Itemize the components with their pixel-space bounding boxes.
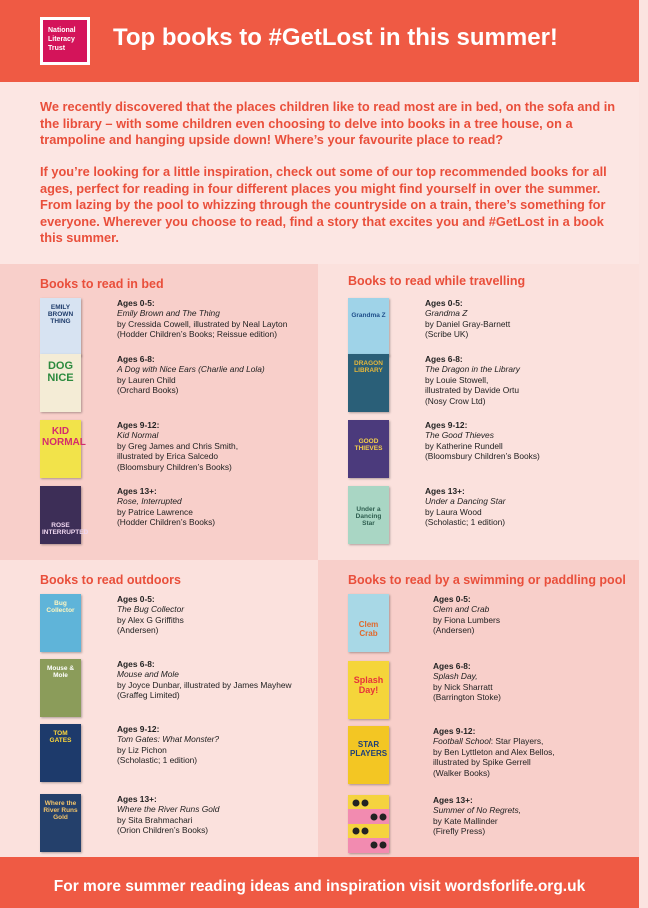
book-ages: Ages 13+:: [425, 486, 465, 496]
book-entry: [348, 795, 640, 861]
book-info: [117, 659, 332, 701]
book-author: by Ben Lyttleton and Alex Bellos,: [433, 746, 555, 757]
book-illustrator: illustrated by Erica Salcedo: [117, 451, 219, 462]
book-cover: [348, 354, 389, 412]
book-title: Where the River Runs Gold: [117, 804, 220, 815]
book-entry: [40, 354, 332, 420]
cover-title: TOM GATES: [49, 730, 72, 744]
book-illustrator: illustrated by Spike Gerrell: [433, 757, 531, 768]
book-author: by Sita Brahmachari: [117, 814, 193, 825]
book-info: [117, 724, 332, 766]
book-author: by Laura Wood: [425, 506, 482, 517]
section-title-outdoors: Books to read outdoors: [40, 573, 181, 587]
header: [0, 0, 639, 82]
book-entry: [40, 794, 332, 860]
book-cover: [348, 661, 389, 719]
book-title: Rose, Interrupted: [117, 496, 182, 507]
book-entry: [40, 486, 332, 552]
book-cover: [40, 354, 81, 412]
book-ages: Ages 9-12:: [117, 420, 160, 430]
book-title: The Bug Collector: [117, 604, 185, 615]
book-author: by Liz Pichon: [117, 744, 167, 755]
book-title: A Dog with Nice Ears (Charlie and Lola): [117, 364, 265, 375]
book-author: by Katherine Rundell: [425, 440, 503, 451]
book-author: by Louie Stowell,: [425, 374, 489, 385]
book-publisher: (Andersen): [117, 625, 159, 636]
book-info: [117, 794, 332, 836]
book-author: by Joyce Dunbar, illustrated by James Mayhew: [117, 679, 292, 690]
book-info: [117, 298, 332, 340]
book-entry: [40, 724, 332, 790]
book-entry: [40, 420, 332, 486]
book-cover: [348, 594, 389, 652]
book-cover: [348, 298, 389, 356]
book-title: Summer of No Regrets,: [433, 805, 521, 816]
book-ages: Ages 0-5:: [117, 594, 155, 604]
book-publisher: (Walker Books): [433, 767, 490, 778]
book-publisher: (Graffeg Limited): [117, 690, 180, 701]
footer-link-text[interactable]: For more summer reading ideas and inspiration visit wordsforlife.org.uk: [53, 878, 586, 895]
section-title-pool: Books to read by a swimming or paddling pool: [348, 573, 626, 587]
book-cover: [40, 659, 81, 717]
cover-title: Splash Day!: [353, 675, 384, 695]
book-title: The Dragon in the Library: [425, 364, 520, 375]
book-author: by Cressida Cowell, illustrated by Neal Layton: [117, 318, 288, 329]
intro-paragraph-1: We recently discovered that the places children like to read most are in bed, on the sofa and in the library – with some children even choosing to delve into books in a tree house, on a trampoline and hanging upside down! Where’s your favourite place to read?: [40, 99, 616, 147]
book-title: Football School: [433, 736, 491, 747]
book-cover: [40, 794, 81, 852]
cover-title: ROSE INTERRUPTED: [42, 522, 89, 536]
book-cover: [40, 298, 81, 356]
book-info: [117, 486, 332, 528]
intro: [0, 82, 639, 264]
section-bed: [40, 277, 332, 536]
section-title-travelling: Books to read while travelling: [348, 274, 526, 288]
book-title: Tom Gates: What Monster?: [117, 734, 220, 745]
book-author: by Alex G Griffiths: [117, 614, 184, 625]
book-author: by Nick Sharratt: [433, 681, 493, 692]
book-publisher: (Barrington Stoke): [433, 692, 501, 703]
book-cover: [348, 486, 389, 544]
book-ages: Ages 13+:: [117, 794, 157, 804]
section-title-bed: Books to read in bed: [40, 277, 164, 291]
book-entry: [40, 659, 332, 725]
book-entry: [348, 354, 640, 420]
book-publisher: (Firefly Press): [433, 826, 486, 837]
book-publisher: (Orchard Books): [117, 385, 179, 396]
book-ages: Ages 9-12:: [433, 726, 476, 736]
book-info: [433, 661, 648, 703]
book-author: by Patrice Lawrence: [117, 506, 193, 517]
book-publisher: (Nosy Crow Ltd): [425, 395, 486, 406]
book-cover: [348, 420, 389, 478]
book-info: [425, 354, 640, 406]
book-cover: [348, 726, 389, 784]
book-ages: Ages 13+:: [117, 486, 157, 496]
book-title: Kid Normal: [117, 430, 159, 441]
cover-title: Clem Crab: [358, 620, 379, 638]
book-cover: [348, 795, 389, 853]
book-info: [117, 420, 332, 472]
book-publisher: (Andersen): [433, 625, 475, 636]
book-ages: Ages 9-12:: [117, 724, 160, 734]
book-ages: Ages 6-8:: [117, 659, 155, 669]
book-publisher: (Scholastic; 1 edition): [117, 755, 198, 766]
page-title: Top books to #GetLost in this summer!: [113, 24, 558, 51]
book-info: [425, 420, 640, 462]
logo-text: National Literacy Trust: [43, 20, 87, 62]
book-title: Under a Dancing Star: [425, 496, 506, 507]
footer: [0, 857, 639, 908]
section-outdoors: [40, 573, 332, 836]
book-author: by Fiona Lumbers: [433, 614, 501, 625]
book-publisher: (Hodder Children’s Books; Reissue edition): [117, 329, 277, 340]
book-publisher: (Scholastic; 1 edition): [425, 517, 506, 528]
book-publisher: (Bloomsbury Children’s Books): [117, 461, 232, 472]
national-literacy-trust-logo[interactable]: [40, 17, 90, 65]
book-publisher: (Scribe UK): [425, 329, 469, 340]
book-title: Mouse and Mole: [117, 669, 179, 680]
book-ages: Ages 0-5:: [117, 298, 155, 308]
book-ages: Ages 6-8:: [425, 354, 463, 364]
book-ages: Ages 9-12:: [425, 420, 468, 430]
book-info: [433, 795, 648, 837]
cover-title: KID NORMAL: [42, 426, 86, 448]
book-cover: [40, 724, 81, 782]
book-entry: [348, 661, 640, 727]
book-author: by Lauren Child: [117, 374, 176, 385]
book-entry: [348, 594, 640, 660]
book-title: Splash Day,: [433, 671, 478, 682]
cover-title: DOG NICE: [47, 360, 74, 384]
book-author: by Daniel Gray-Barnett: [425, 318, 511, 329]
book-author: by Greg James and Chris Smith,: [117, 440, 239, 451]
book-title: Emily Brown and The Thing: [117, 308, 220, 319]
sunglasses-cover-art: [348, 795, 389, 853]
book-info: [117, 594, 332, 636]
book-ages: Ages 6-8:: [433, 661, 471, 671]
cover-title: Where the River Runs Gold: [43, 800, 78, 821]
book-ages: Ages 13+:: [433, 795, 473, 805]
book-title: Clem and Crab: [433, 604, 490, 615]
book-ages: Ages 0-5:: [425, 298, 463, 308]
book-info: [425, 298, 640, 340]
book-cover: [40, 594, 81, 652]
cover-title: STAR PLAYERS: [350, 740, 388, 758]
book-cover: [40, 486, 89, 544]
cover-title: Mouse & Mole: [46, 665, 75, 679]
book-title: Grandma Z: [425, 308, 468, 319]
book-info: [433, 594, 648, 636]
book-info: [433, 726, 648, 778]
cover-title: EMILY BROWN THING: [47, 304, 74, 325]
book-cover: [40, 420, 86, 478]
cover-title: GOOD THIEVES: [354, 438, 383, 452]
cover-title: Bug Collector: [46, 600, 75, 614]
book-ages: Ages 0-5:: [433, 594, 471, 604]
book-info: [425, 486, 640, 528]
cover-title: Grandma Z: [351, 312, 386, 319]
book-title-rest: : Star Players,: [490, 736, 544, 747]
book-author: by Kate Mallinder: [433, 815, 498, 826]
book-entry: [348, 420, 640, 486]
section-travelling: [348, 274, 640, 528]
book-publisher: (Bloomsbury Children’s Books): [425, 451, 540, 462]
book-entry: [348, 726, 640, 792]
cover-title: Under a Dancing Star: [355, 506, 382, 527]
cover-title: DRAGON LIBRARY: [354, 360, 383, 374]
book-info: [117, 354, 332, 396]
book-publisher: (Orion Children’s Books): [117, 825, 209, 836]
book-title: The Good Thieves: [425, 430, 494, 441]
section-pool: [348, 573, 640, 837]
book-entry: [40, 594, 332, 660]
book-ages: Ages 6-8:: [117, 354, 155, 364]
book-publisher: (Hodder Children’s Books): [117, 517, 216, 528]
intro-paragraph-2: If you’re looking for a little inspiration, check out some of our top recommended books for all ages, perfect for reading in four different places you might find yourself in over the summer. From lazing by the pool to whizzing through the countryside on a train, there’s something for everyone. Wherever you choose to read, find a story that excites you and #GetLost in a book this summer.: [40, 164, 607, 245]
book-entry: [348, 486, 640, 552]
book-illustrator: illustrated by Davide Ortu: [425, 385, 520, 396]
